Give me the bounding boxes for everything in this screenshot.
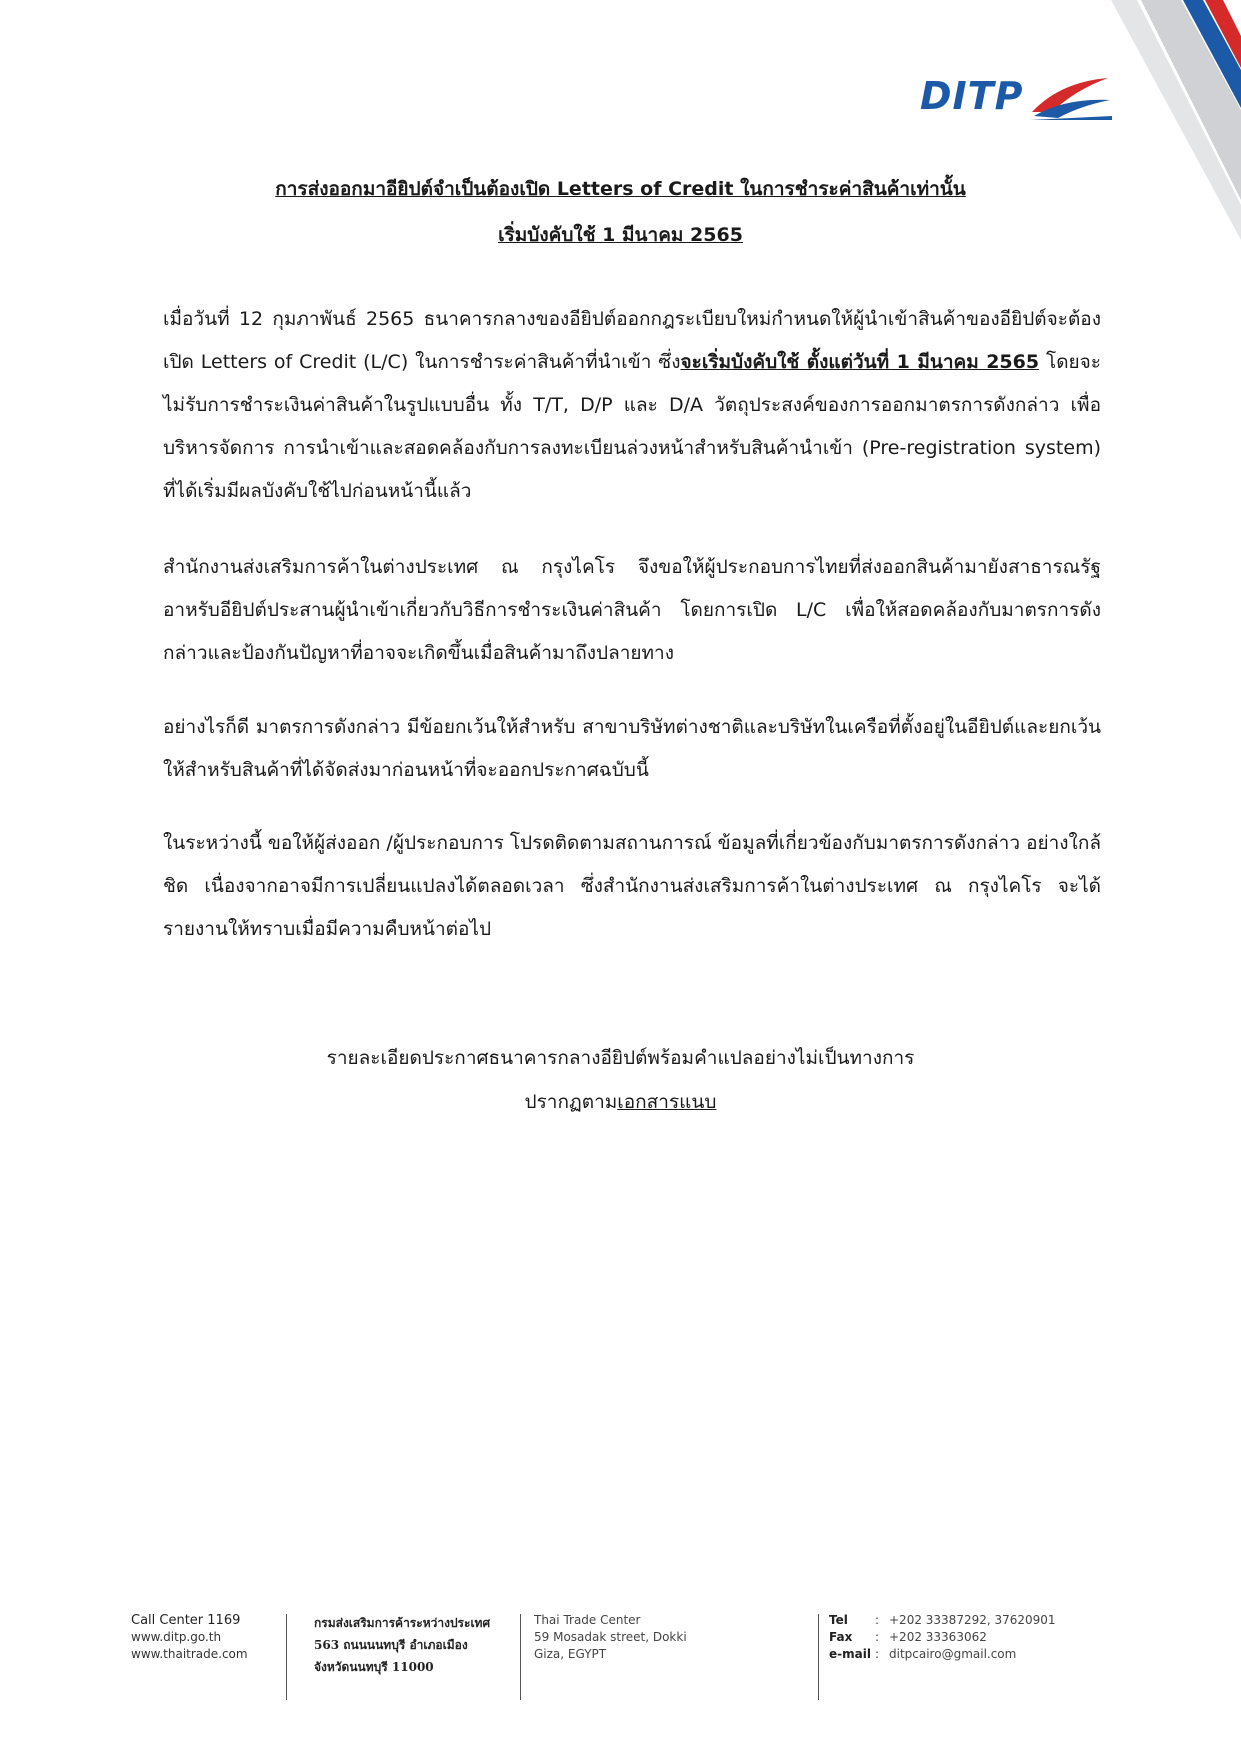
paragraph-2-text: สำนักงานส่งเสริมการค้าในต่างประเทศ ณ กรุงไคโร จึงขอให้ผู้ประกอบการไทยที่ส่งออกสินค้ามายังสาธารณรัฐอาหรับอียิปต์ประสานผู้นำเข้าเกี่ยวกับวิธีการชำระเงินค่าสินค้า โดยการเปิด L/C เพื่อให้สอดคล้องกับมาตรการดังกล่าวและป้องกันปัญหาที่อาจจะเกิดขึ้นเมื่อสินค้ามาถึงปลายทาง xyxy=(163,556,1101,664)
logo-swoosh-icon xyxy=(1030,72,1112,122)
footer-contact-web xyxy=(131,1612,248,1663)
page-subtitle: เริ่มบังคับใช้ 1 มีนาคม 2565 xyxy=(498,224,743,246)
email-label: e-mail xyxy=(829,1647,871,1661)
paragraph-3 xyxy=(163,706,1101,792)
address-line-1: 563 ถนนนนทบุรี อำเภอเมือง xyxy=(314,1638,468,1652)
address-line-2: จังหวัดนนทบุรี 11000 xyxy=(314,1660,434,1674)
footer-phone-email xyxy=(829,1612,1056,1663)
footer-divider xyxy=(286,1614,287,1700)
closing-line-2 xyxy=(0,1087,1241,1117)
email-value[interactable]: ditpcairo@gmail.com xyxy=(889,1647,1017,1661)
office-city: Giza, EGYPT xyxy=(534,1647,607,1661)
footer-divider xyxy=(520,1614,521,1700)
paragraph-1-emphasis: จะเริ่มบังคับใช้ ตั้งแต่วันที่ 1 มีนาคม 2565 xyxy=(680,351,1040,373)
paragraph-1-text-cont: โดยจะไม่รับการชำระเงินค่าสินค้าในรูปแบบอื่น ทั้ง T/T, D/P และ D/A วัตถุประสงค์ของการออกมาตรการดังกล่าว เพื่อบริหารจัดการ การนำเข้าและสอดคล้องกับการลงทะเบียนล่วงหน้าสำหรับสินค้านำเข้า (Pre-registration system) ที่ได้เริ่มมีผลบังคับใช้ไปก่อนหน้านี้แล้ว xyxy=(163,351,1101,502)
logo-text: DITP xyxy=(920,74,1024,118)
footer-department-address xyxy=(314,1612,490,1678)
website-thaitrade[interactable]: www.thaitrade.com xyxy=(131,1647,248,1661)
tel-value: +202 33387292, 37620901 xyxy=(889,1613,1056,1627)
footer xyxy=(0,1612,1241,1702)
office-street: 59 Mosadak street, Dokki xyxy=(534,1630,687,1644)
page-title: การส่งออกมาอียิปต์จำเป็นต้องเปิด Letters of Credit ในการชำระค่าสินค้าเท่านั้น xyxy=(275,178,966,200)
fax-value: +202 33363062 xyxy=(889,1630,987,1644)
tel-label: Tel xyxy=(829,1613,848,1627)
footer-divider xyxy=(818,1614,819,1700)
attachment-link[interactable]: เอกสารแนบ xyxy=(617,1091,717,1113)
paragraph-2 xyxy=(163,546,1101,675)
paragraph-3-text: อย่างไรก็ดี มาตรการดังกล่าว มีข้อยกเว้นให้สำหรับ สาขาบริษัทต่างชาติและบริษัทในเครือที่ตั้งอยู่ในอียิปต์และยกเว้นให้สำหรับสินค้าที่ได้จัดส่งมาก่อนหน้าที่จะออกประกาศฉบับนี้ xyxy=(163,716,1101,781)
email-row: e-mail : ditpcairo@gmail.com xyxy=(829,1647,1017,1661)
paragraph-4-text: ในระหว่างนี้ ขอให้ผู้ส่งออก /ผู้ประกอบการ โปรดติดตามสถานการณ์ ข้อมูลที่เกี่ยวข้องกับมาตรการดังกล่าว อย่างใกล้ชิด เนื่องจากอาจมีการเปลี่ยนแปลงได้ตลอดเวลา ซึ่งสำนักงานส่งเสริมการค้าในต่างประเทศ ณ กรุงไคโร จะได้รายงานให้ทราบเมื่อมีความคืบหน้าต่อไป xyxy=(163,832,1101,940)
paragraph-1-text: เมื่อวันที่ 12 กุมภาพันธ์ 2565 ธนาคารกลางของอียิปต์ออกกฎระเบียบใหม่กำหนดให้ผู้นำเข้าสินค้าของอียิปต์จะต้องเปิด Letters of Credit (L/C) ในการชำระค่าสินค้าที่นำเข้า ซึ่ง xyxy=(163,308,1101,373)
fax-row: Fax : +202 33363062 xyxy=(829,1630,987,1644)
tel-row: Tel : +202 33387292, 37620901 xyxy=(829,1613,1056,1627)
paragraph-4 xyxy=(163,822,1101,951)
fax-label: Fax xyxy=(829,1630,853,1644)
ditp-logo xyxy=(920,72,1110,132)
paragraph-1 xyxy=(163,298,1101,513)
closing-line-1: รายละเอียดประกาศธนาคารกลางอียิปต์พร้อมคำแปลอย่างไม่เป็นทางการ xyxy=(326,1047,915,1069)
department-name: กรมส่งเสริมการค้าระหว่างประเทศ xyxy=(314,1616,491,1630)
website-ditp[interactable]: www.ditp.go.th xyxy=(131,1630,222,1644)
closing-prefix: ปรากฏตาม xyxy=(524,1091,618,1113)
call-center: Call Center 1169 xyxy=(131,1613,241,1628)
footer-cairo-office xyxy=(534,1612,687,1663)
office-name: Thai Trade Center xyxy=(534,1613,641,1627)
